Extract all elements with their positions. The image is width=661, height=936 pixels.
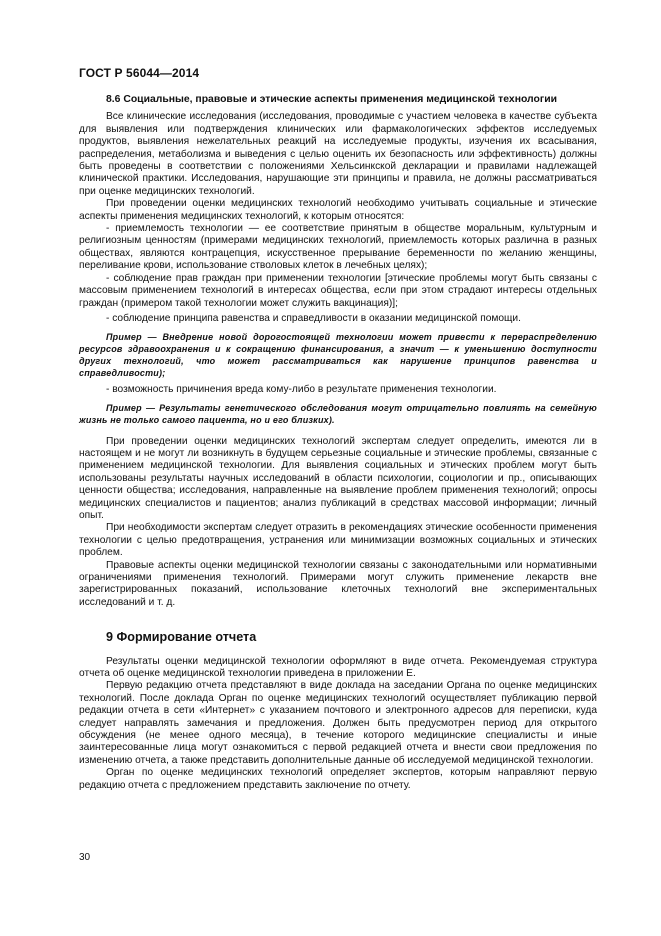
page-content	[79, 94, 597, 792]
example-text: Внедрение новой дорогостоящей технологии может привести к перераспределению ресурсов здравоохранения и к сокращению финансирования, а значит — к уменьшению доступности других технологий, что может рассматриваться как нарушение принципов равенства и справедливости);	[79, 332, 597, 378]
list-item: - соблюдение принципа равенства и справедливости в оказании медицинской помощи.	[106, 312, 521, 324]
paragraph: При проведении оценки медицинских технологий необходимо учитывать социальные и этические аспекты применения медицинских технологий, к которым относятся:	[79, 198, 597, 222]
paragraph: Орган по оценке медицинских технологий определяет экспертов, которым направляют первую редакцию отчета с предложением представить заключение по отчету.	[79, 767, 597, 791]
section-8-6-heading: 8.6 Социальные, правовые и этические аспекты применения медицинской технологии	[106, 94, 557, 105]
example-note	[79, 332, 597, 379]
example-note	[79, 403, 597, 427]
list-item: - соблюдение прав граждан при применении технологии [этические проблемы могут быть связаны с массовым применением технологий в интересах общества, если при этом страдают интересы отдельных граждан (примером такой технологии может служить вакцинация)];	[79, 272, 597, 309]
list-item: - приемлемость технологии — ее соответствие принятым в обществе моральным, культурным и религиозным ценностям (примерами медицинских технологий, приемлемость которых различна в разных обществах, являются контрацепция, искусственное прерывание беременности по желанию женщины, переливание крови, использование стволовых клеток в лечебных целях);	[79, 223, 597, 272]
example-text: Результаты генетического обследования могут отрицательно повлиять на семейную жизнь не только самого пациента, но и его близких).	[79, 402, 597, 425]
example-lead: Пример —	[106, 332, 157, 343]
paragraph: Первую редакцию отчета представляют в виде доклада на заседании Органа по оценке медицинских технологий. После доклада Орган по оценке медицинских технологий осуществляет публикацию первой редакции отчета в сети «Интернет» с указанием почтового и электронного адресов для переписки, куда следует направлять замечания и предложения. Должен быть предусмотрен период для открытого обсуждения (не менее одного месяца), в течение которого медицинские специалисты и иные заинтересованные лица могут ознакомиться с первой редакцией отчета и внести свои предложения по изменению отчета, а также представить дополнительные данные об исследуемой медицинской технологии.	[79, 680, 597, 766]
page-number: 30	[79, 852, 91, 863]
paragraph: При необходимости экспертам следует отразить в рекомендациях этические особенности применения технологии с целью предотвращения, устранения или минимизации возможных социальных и этических проблем.	[79, 522, 597, 559]
section-9-heading: 9 Формирование отчета	[106, 630, 257, 645]
paragraph: При проведении оценки медицинских технологий экспертам следует определить, имеются ли в настоящем и не могут ли возникнуть в будущем серьезные социальные и этические проблемы, связанные с применением медицинской технологии. Для выявления социальных и этических проблем могут быть использованы результаты научных исследований в области психологии, социологии и пр., описывающих ценности общества; исследования, направленные на выявление проблем применения технологий; опросы медицинских специалистов и пациентов; анализ публикаций в средствах массовой информации; личный опыт.	[79, 435, 597, 521]
list-item: - возможность причинения вреда кому-либо в результате применения технологии.	[106, 383, 497, 395]
example-lead: Пример —	[106, 402, 156, 413]
paragraph: Правовые аспекты оценки медицинской технологии связаны с законодательными или нормативными ограничениями применения технологий. Примерами могут служить применение лекарств вне зарегистрированных показаний, использование клеточных технологий вне экспериментальных исследований и т. д.	[79, 559, 597, 608]
document-header: ГОСТ Р 56044—2014	[79, 66, 200, 80]
paragraph: Все клинические исследования (исследования, проводимые с участием человека в качестве субъекта для выявления или подтверждения клинических или фармакологических эффектов исследуемых продуктов, выявления нежелательных реакций на исследуемые продукты, изучения их всасывания, распределения, метаболизма и выведения с целью оценить их безопасность или эффективность) должны быть проведены в соответствии с положениями Хельсинкской декларации и правилами надлежащей клинической практики. Исследования, нарушающие эти принципы и правила, не должны рассматриваться при оценке медицинских технологий.	[79, 111, 597, 197]
paragraph: Результаты оценки медицинской технологии оформляют в виде отчета. Рекомендуемая структура отчета об оценке медицинской технологии приведена в приложении Е.	[79, 655, 597, 679]
